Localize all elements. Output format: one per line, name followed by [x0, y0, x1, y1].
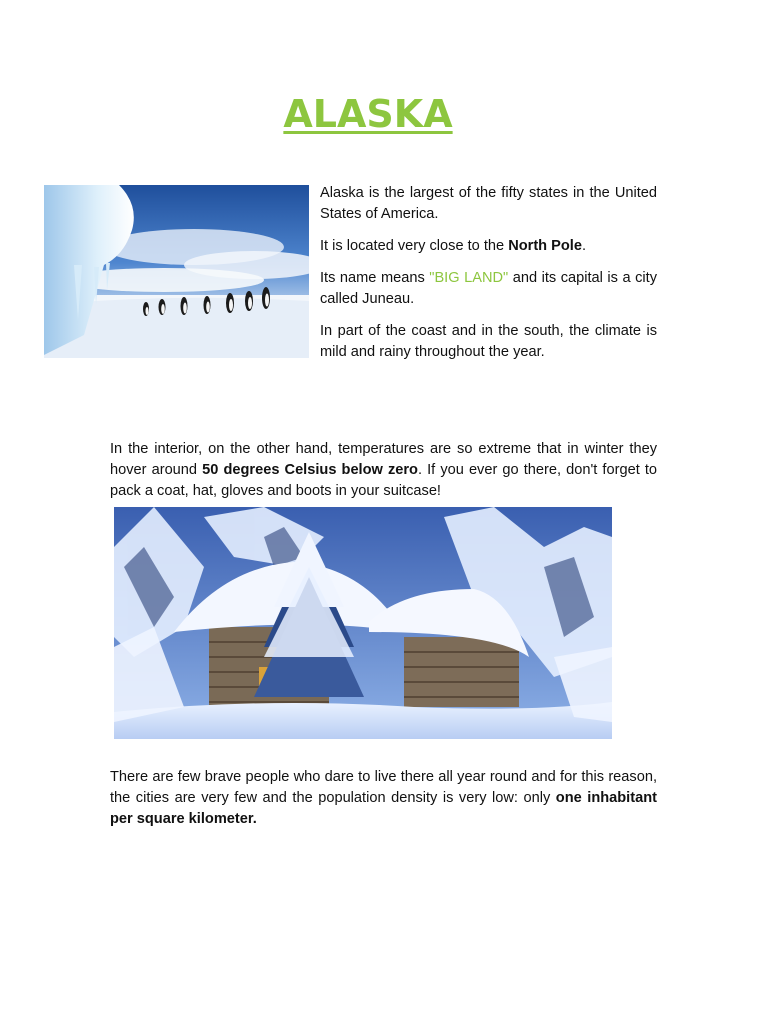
density-emphasis: one inhabitant per square kilometer.	[110, 790, 657, 827]
intro-paragraph-location: It is located very close to the North Pole.	[320, 238, 587, 254]
intro-paragraph-largest: Alaska is the largest of the fifty states in the United States of America.	[320, 185, 657, 222]
penguins-on-ice-photo	[44, 185, 309, 358]
page-title: ALASKA	[283, 92, 453, 136]
big-land-highlight: "BIG LAND"	[429, 270, 509, 286]
temperature-emphasis: 50 degrees Celsius below zero	[202, 462, 418, 478]
north-pole-emphasis: North Pole	[508, 238, 582, 254]
population-paragraph: There are few brave people who dare to live there all year round and for this reason, the cities are very few and the population density is very low: only one inhabitant per square kilometer.	[110, 769, 657, 827]
intro-paragraph-climate: In part of the coast and in the south, the climate is mild and rainy throughout the year.	[320, 323, 657, 360]
intro-text	[320, 183, 657, 374]
interior-paragraph: In the interior, on the other hand, temperatures are so extreme that in winter they hover around 50 degrees Celsius below zero. If you ever go there, don't forget to pack a coat, hat, gloves and boots in your suitcase!	[110, 441, 658, 499]
snowy-cabins-photo	[114, 507, 612, 739]
intro-paragraph-name: Its name means "BIG LAND" and its capital is a city called Juneau.	[320, 270, 657, 307]
